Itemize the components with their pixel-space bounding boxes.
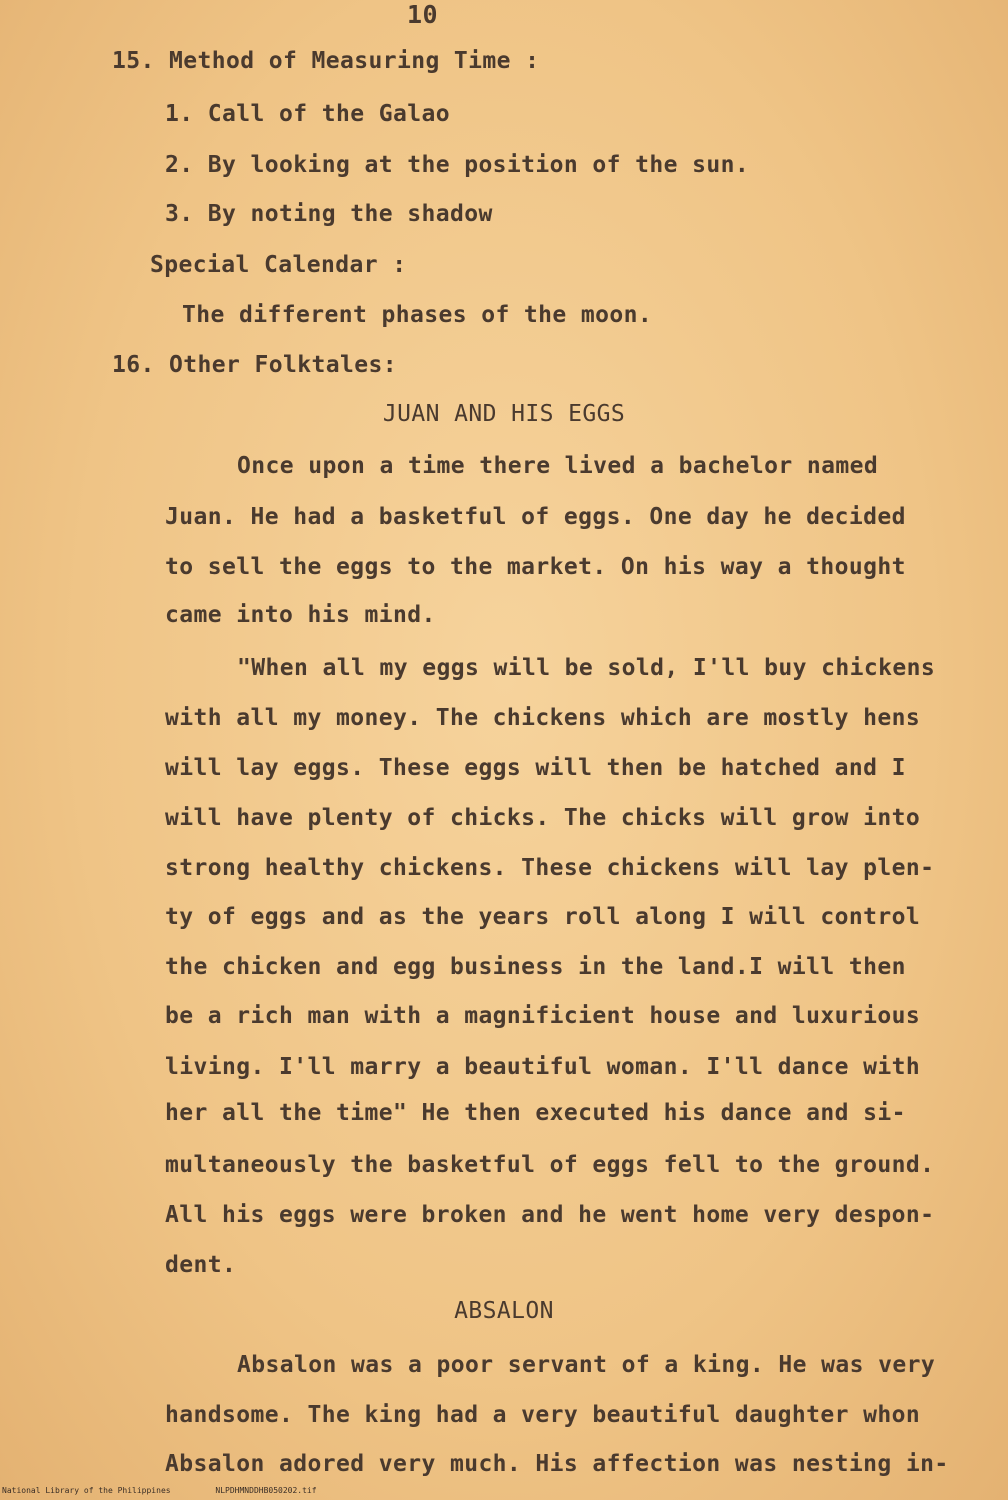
text-line: be a rich man with a magnificient house and luxurious	[165, 1003, 921, 1029]
list-item: 3. By noting the shadow	[165, 201, 493, 227]
footer-filename: NLPDHMNDDHB050202.tif	[215, 1486, 317, 1495]
page-number: 10	[407, 0, 438, 29]
subheading: Special Calendar :	[150, 252, 407, 278]
text-line: Once upon a time there lived a bachelor named	[237, 453, 879, 479]
text-line: The different phases of the moon.	[182, 302, 653, 328]
text-line: the chicken and egg business in the land.I will then	[165, 954, 906, 980]
text-line: All his eggs were broken and he went home very despon-	[165, 1202, 935, 1228]
text-line: Juan. He had a basketful of eggs. One day he decided	[165, 504, 906, 530]
text-line: to sell the eggs to the market. On his way a thought	[165, 554, 906, 580]
text-line: strong healthy chickens. These chickens will lay plen-	[165, 855, 935, 881]
section-heading-16: 16. Other Folktales:	[112, 352, 397, 378]
story-title: ABSALON	[454, 1298, 554, 1324]
text-line: with all my money. The chickens which are mostly hens	[165, 705, 921, 731]
text-line: living. I'll marry a beautiful woman. I'll dance with	[165, 1054, 921, 1080]
section-heading-15: 15. Method of Measuring Time :	[112, 48, 540, 74]
text-line: dent.	[165, 1252, 237, 1278]
scan-footer	[2, 1486, 357, 1496]
text-line: Absalon was a poor servant of a king. He was very	[237, 1352, 936, 1378]
list-item: 2. By looking at the position of the sun.	[165, 152, 750, 178]
text-line: ty of eggs and as the years roll along I will control	[165, 904, 921, 930]
text-line: "When all my eggs will be sold, I'll buy chickens	[237, 655, 936, 681]
text-line: her all the time" He then executed his dance and si-	[165, 1100, 906, 1126]
story-title: JUAN AND HIS EGGS	[382, 401, 626, 427]
list-item: 1. Call of the Galao	[165, 101, 450, 127]
text-line: multaneously the basketful of eggs fell to the ground.	[165, 1152, 935, 1178]
text-line: Absalon adored very much. His affection was nesting in-	[165, 1451, 949, 1477]
text-line: handsome. The king had a very beautiful daughter whon	[165, 1402, 921, 1428]
text-line: came into his mind.	[165, 602, 436, 628]
footer-source: National Library of the Philippines	[2, 1486, 171, 1495]
text-line: will have plenty of chicks. The chicks will grow into	[165, 805, 921, 831]
text-line: will lay eggs. These eggs will then be hatched and I	[165, 755, 906, 781]
